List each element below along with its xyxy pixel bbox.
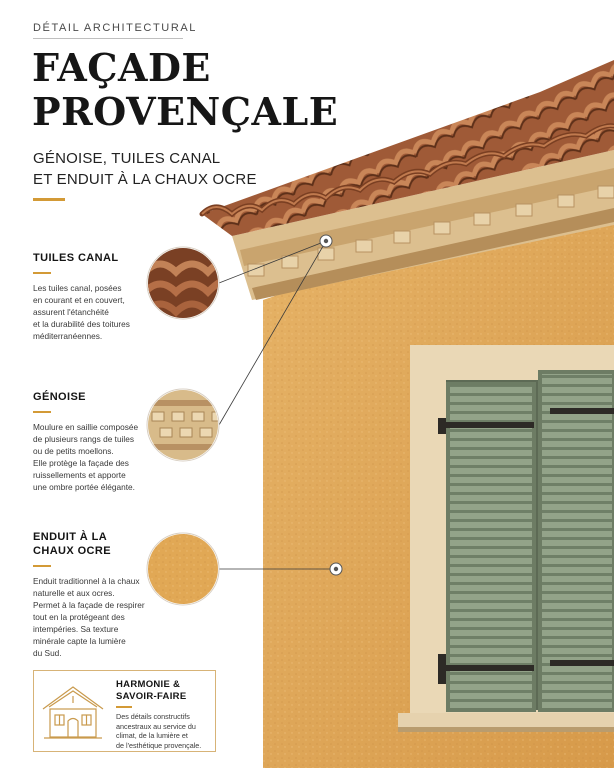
page-subtitle bbox=[33, 148, 257, 190]
section-description bbox=[33, 575, 153, 659]
section-description bbox=[33, 421, 153, 493]
section-heading bbox=[33, 390, 153, 404]
section-accent-bar bbox=[33, 272, 51, 274]
callout-text-line: Des détails constructifs bbox=[116, 712, 190, 721]
subtitle-line-2: ET ENDUIT À LA CHAUX OCRE bbox=[33, 171, 257, 188]
page-title bbox=[32, 46, 338, 134]
text-line: intempéries. Sa texture bbox=[33, 624, 119, 634]
subtitle-line-1: GÉNOISE, TUILES CANAL bbox=[33, 150, 221, 167]
text-line: et la durabilité des toitures bbox=[33, 319, 130, 329]
heading-line: GÉNOISE bbox=[33, 391, 86, 403]
text-line: naturelle et aux ocres. bbox=[33, 588, 115, 598]
text-line: Permet à la façade de respirer bbox=[33, 600, 145, 610]
text-line: Moulure en saillie composée bbox=[33, 422, 139, 432]
callout-title bbox=[116, 679, 186, 703]
callout-title-line: SAVOIR-FAIRE bbox=[116, 691, 187, 702]
callout-text-line: climat, de la lumière et bbox=[116, 731, 188, 741]
tile-detail-icon bbox=[145, 245, 225, 325]
text-line: du Sud. bbox=[33, 648, 62, 658]
callout-text bbox=[116, 712, 201, 750]
text-line: ruissellements et apporte bbox=[33, 470, 126, 480]
section-description bbox=[33, 282, 153, 342]
ochre-texture-icon bbox=[145, 531, 225, 611]
callout-title-line: HARMONIE & bbox=[116, 679, 181, 690]
text-line: assurent l'étanchéité bbox=[33, 307, 109, 317]
text-line: Elle protège la façade des bbox=[33, 458, 129, 468]
heading-line: CHAUX OCRE bbox=[33, 545, 111, 557]
section-heading bbox=[33, 530, 153, 558]
section-kicker: DÉTAIL ARCHITECTURAL bbox=[33, 22, 198, 34]
title-line-2: PROVENÇALE bbox=[32, 89, 339, 134]
section-heading bbox=[33, 251, 153, 265]
section-genoise bbox=[33, 390, 153, 493]
text-line: tout en la protégeant des bbox=[33, 612, 125, 622]
text-line: méditerranéennes. bbox=[33, 331, 103, 341]
kicker-divider bbox=[33, 38, 183, 39]
text-line: ou de petits moellons. bbox=[33, 446, 114, 456]
title-accent-bar bbox=[33, 198, 65, 201]
section-tuiles-canal bbox=[33, 251, 153, 342]
callout-text-line: ancestraux au service du bbox=[116, 721, 196, 731]
text-line: en courant et en couvert, bbox=[33, 295, 125, 305]
heading-line: TUILES CANAL bbox=[33, 252, 119, 264]
section-enduit-chaux bbox=[33, 530, 153, 659]
text-line: Enduit traditionnel à la chaux bbox=[33, 576, 140, 586]
text-line: Les tuiles canal, posées bbox=[33, 283, 122, 293]
callout-accent-bar bbox=[116, 706, 132, 708]
title-line-1: FAÇADE bbox=[32, 45, 211, 90]
text-line: de plusieurs rangs de tuiles bbox=[33, 434, 135, 444]
heading-line: ENDUIT À LA bbox=[33, 531, 108, 543]
section-accent-bar bbox=[33, 411, 51, 413]
harmony-callout bbox=[33, 670, 216, 752]
callout-text-line: de l'esthétique provençale. bbox=[116, 740, 202, 750]
section-accent-bar bbox=[33, 565, 51, 567]
house-icon bbox=[40, 683, 106, 741]
text-line: une ombre portée élégante. bbox=[33, 482, 135, 492]
text-line: minérale capte la lumière bbox=[33, 636, 126, 646]
genoise-detail-icon bbox=[145, 387, 225, 467]
